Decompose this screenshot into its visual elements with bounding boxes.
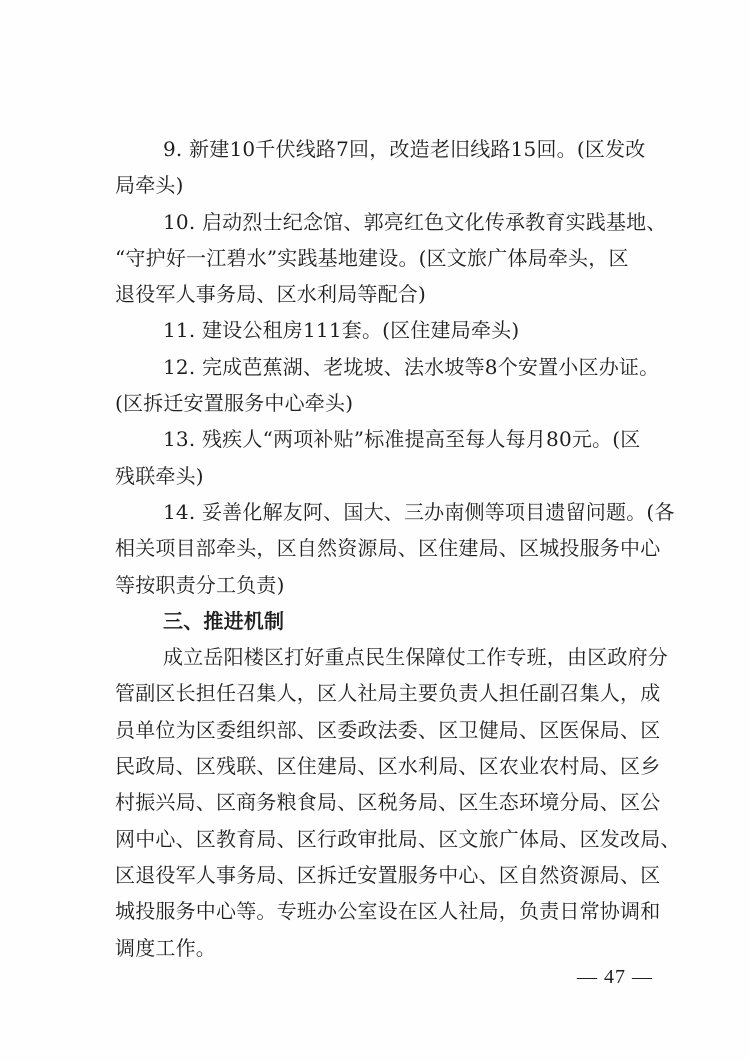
mechanism-line-2: 管副区长担任召集人，区人社局主要负责人担任副召集人，成: [115, 681, 661, 706]
item-14-line-2: 相关项目部牵头，区自然资源局、区住建局、区城投服务中心: [115, 536, 661, 561]
mechanism-line-4: 民政局、区残联、区住建局、区水利局、区农业农村局、区乡: [115, 754, 661, 779]
item-10-line-3: 退役军人事务局、区水利局等配合): [115, 282, 427, 307]
item-10-line-2: “守护好一江碧水”实践基地建设。(区文旅广体局牵头，区: [115, 245, 629, 270]
document-body: [115, 131, 681, 966]
mechanism-line-5: 村振兴局、区商务粮食局、区税务局、区生态环境分局、区公: [115, 790, 661, 815]
page-number: — 47 —: [577, 966, 653, 988]
mechanism-line-8: 城投服务中心等。专班办公室设在区人社局，负责日常协调和: [115, 899, 661, 924]
item-12-line-2: (区拆迁安置服务中心牵头): [115, 391, 354, 416]
item-14-line-3: 等按职责分工负责): [115, 572, 285, 597]
item-12-line-1: 12. 完成芭蕉湖、老垅坡、法水坡等8个安置小区办证。: [163, 354, 660, 379]
item-11-line-1: 11. 建设公租房111套。(区住建局牵头): [163, 318, 520, 343]
item-9-line-1: 9. 新建10千伏线路7回，改造老旧线路15回。(区发改: [163, 137, 646, 161]
section-heading: 三、推进机制: [163, 608, 285, 633]
mechanism-line-6: 网中心、区教育局、区行政审批局、区文旅广体局、区发改局、: [115, 826, 681, 851]
mechanism-line-3: 员单位为区委组织部、区委政法委、区卫健局、区医保局、区: [115, 717, 661, 742]
item-14-line-1: 14. 妥善化解友阿、国大、三办南侧等项目遗留问题。(各: [163, 499, 675, 524]
item-9-line-2: 局牵头): [115, 173, 184, 198]
item-13-line-1: 13. 残疾人“两项补贴”标准提高至每人每月80元。(区: [163, 427, 641, 452]
mechanism-line-9: 调度工作。: [115, 935, 216, 960]
item-13-line-2: 残联牵头): [115, 463, 204, 488]
item-10-line-1: 10. 启动烈士纪念馆、郭亮红色文化传承教育实践基地、: [163, 209, 667, 234]
mechanism-line-7: 区退役军人事务局、区拆迁安置服务中心、区自然资源局、区: [115, 862, 661, 887]
mechanism-line-1: 成立岳阳楼区打好重点民生保障仗工作专班，由区政府分: [163, 645, 668, 670]
